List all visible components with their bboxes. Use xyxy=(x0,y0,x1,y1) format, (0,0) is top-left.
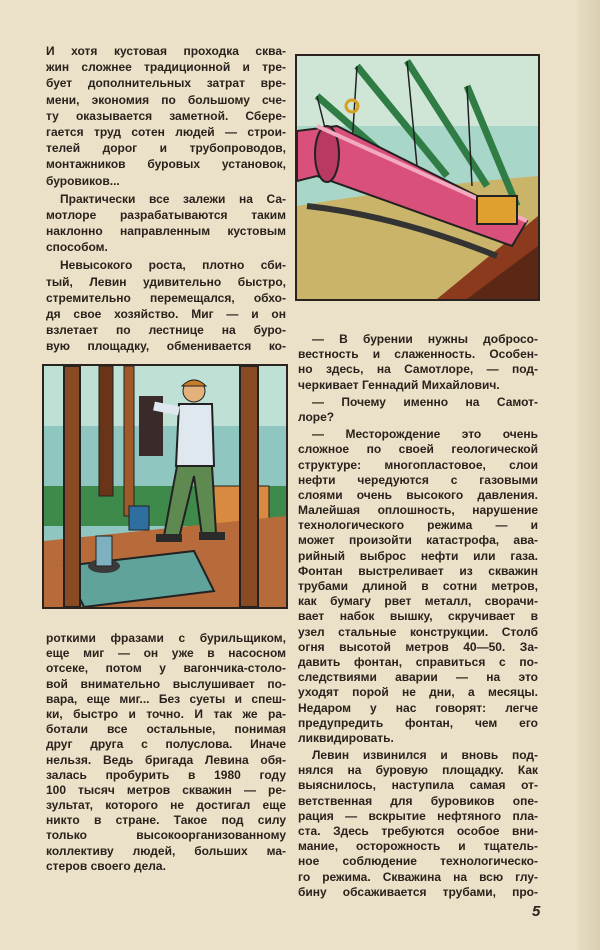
text-column-left-bottom xyxy=(46,631,286,876)
text-line: ликвидировать. xyxy=(298,730,394,745)
text-line: бует дополнительных затрат вре- xyxy=(46,76,286,91)
text-line: предупредить фонтан, чем его xyxy=(298,715,538,730)
text-line: структуре: многопластовое, слои xyxy=(298,457,538,472)
paragraph xyxy=(298,427,538,746)
paragraph xyxy=(298,332,538,393)
text-line: лоре? xyxy=(298,409,335,424)
text-line: 100 тысяч метров скважин — ре- xyxy=(46,782,286,797)
text-line: залась пробурить в 1980 году xyxy=(46,767,286,782)
text-line: трубами длиной в сотни метров, xyxy=(298,579,538,593)
text-line: ное соблюдение технологическо- xyxy=(298,854,538,869)
text-line: — В бурении нужны добросо- xyxy=(312,332,538,346)
paragraph xyxy=(46,191,286,256)
text-line: — Почему именно на Самот- xyxy=(312,394,538,409)
text-line: вой внимательно выслушивает по- xyxy=(46,676,286,691)
paragraph xyxy=(298,395,538,425)
text-line: Малейшая оплошность, нарушение xyxy=(298,503,538,518)
text-line: нельзя. Ведь бригада Левина обя- xyxy=(46,752,286,767)
text-line: Фонтан выстреливает из скважин xyxy=(298,563,538,578)
text-line: следствиями аварии — на это xyxy=(298,670,538,685)
paragraph xyxy=(46,43,286,189)
paragraph xyxy=(298,748,538,900)
page-edge xyxy=(578,0,600,950)
text-line: И хотя кустовая проходка сква- xyxy=(46,44,286,58)
text-line: вает набок вышку, скручивает в xyxy=(298,609,538,624)
text-line: нефти чередуются с газовыми xyxy=(298,472,538,487)
text-line: узел стальные конструкции. Столб xyxy=(298,624,538,639)
text-line: ветственная для буровиков опе- xyxy=(298,793,538,808)
text-line: стеров своего дела. xyxy=(46,858,166,873)
text-line: слоями очень высокого давления. xyxy=(298,487,538,502)
text-line: друг друга с полуслова. Иначе xyxy=(46,737,286,752)
text-line: мени, экономия по большому сче- xyxy=(46,92,286,107)
text-line: Левин извинился и вновь под- xyxy=(312,748,538,763)
text-line: зультат, которого не достигал еще xyxy=(46,798,286,813)
text-line: наклонно направленным кустовым xyxy=(46,224,286,239)
text-line: уходят порой не дни, а месяцы. xyxy=(298,685,538,700)
text-line: черкивает Геннадий Михайлович. xyxy=(298,377,500,392)
paragraph xyxy=(46,631,286,874)
text-line: монтажников буровых установок, xyxy=(46,157,286,172)
text-line: мание, осторожность и тщатель- xyxy=(298,839,538,854)
text-line: ста. Здесь требуются особое вни- xyxy=(298,824,538,838)
text-line: технологического режима — и xyxy=(298,518,538,533)
text-line: Невысокого роста, плотно сби- xyxy=(60,258,286,273)
pipeline-crane-illustration xyxy=(295,54,540,301)
text-line: но здесь, на Самотлоре, — под- xyxy=(298,362,538,377)
text-line: — Месторождение это очень xyxy=(312,427,538,442)
text-line: как бумагу рвет металл, сворачи- xyxy=(298,594,538,609)
text-line: никто в стране. Такое под силу xyxy=(46,813,286,828)
text-line: способом. xyxy=(46,240,108,255)
text-line: выяснилось, наступила самая от- xyxy=(298,778,538,793)
paragraph xyxy=(46,257,286,354)
text-line: ки, быстро и точно. И так же ра- xyxy=(46,706,286,721)
text-line: гается труд сотен людей — строи- xyxy=(46,124,286,139)
text-line: го режима. Скважина на всю глу- xyxy=(298,869,538,884)
text-line: мотлоре разрабатываются таким xyxy=(46,207,286,222)
text-line: сложное по своей геологической xyxy=(298,442,538,457)
text-line: жин сложнее традиционной и тре- xyxy=(46,60,286,75)
driller-worker-illustration xyxy=(42,364,288,609)
text-line: Недаром у нас говорят: легче xyxy=(298,700,538,715)
text-line: еще миг — он уже в насосном xyxy=(46,646,286,661)
text-line: вую площадку, обменивается ко- xyxy=(46,339,286,354)
text-line: роткими фразами с бурильщиком, xyxy=(46,631,286,645)
text-line: Практически все залежи на Са- xyxy=(60,191,286,206)
text-line: может произойти катастрофа, ава- xyxy=(298,533,538,548)
text-line: стремительно перемещался, обхо- xyxy=(46,290,286,305)
text-line: вестность и слаженность. Особен- xyxy=(298,347,538,362)
text-line: ту оказывается заметной. Сбере- xyxy=(46,108,286,123)
text-line: коллективу людей, больших ма- xyxy=(46,843,286,858)
text-line: рация — вскрытие нефтяного пла- xyxy=(298,808,538,823)
text-column-right xyxy=(298,332,538,902)
text-line: огня высотой метров 40—50. За- xyxy=(298,639,538,654)
text-line: давить фонтан, справиться с по- xyxy=(298,654,538,669)
text-line: тый, Левин удивительно быстро, xyxy=(46,274,286,289)
text-line: ботали все остальные, понимая xyxy=(46,722,286,737)
text-line: дя свое хозяйство. Миг — и он xyxy=(46,307,286,321)
text-line: нялся на буровую площадку. Как xyxy=(298,763,538,778)
text-line: буровиков... xyxy=(46,173,120,188)
text-line: рийный выброс нефти или газа. xyxy=(298,548,538,563)
text-line: телей дорог и трубопроводов, xyxy=(46,141,286,156)
text-line: вара, еще миг... Без суеты и спеш- xyxy=(46,691,286,706)
text-line: бину обсаживается трубами, про- xyxy=(298,884,538,899)
page-number: 5 xyxy=(532,903,541,920)
text-line: только высокоорганизованному xyxy=(46,828,286,843)
text-line: взлетает по лестнице на буро- xyxy=(46,323,286,338)
text-column-left-top xyxy=(46,43,286,357)
text-line: отсеке, потом у вагончика-столо- xyxy=(46,661,286,676)
